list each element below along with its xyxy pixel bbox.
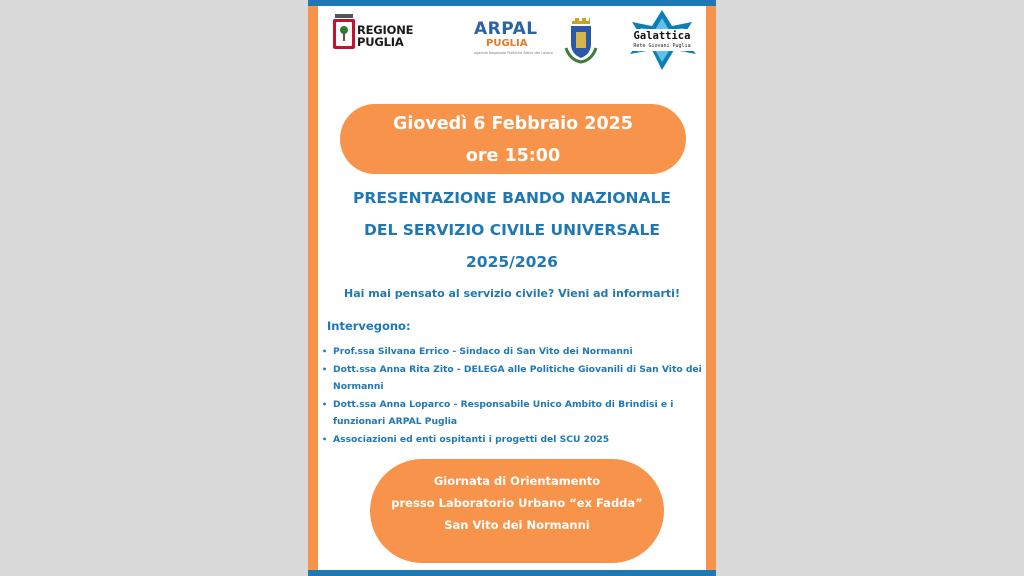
orientation-box (370, 459, 664, 563)
arpal-subtitle: PUGLIA (486, 38, 528, 49)
galattica-logo (626, 10, 698, 70)
speakers-heading: Intervegono: (327, 319, 411, 333)
event-date-box (340, 104, 686, 174)
galattica-subtitle: Rete Giovani Puglia (633, 43, 691, 49)
speaker-item: • Associazioni ed enti ospitanti i progetti del SCU 2025 (322, 431, 702, 449)
headline-line-2: DEL SERVIZIO CIVILE UNIVERSALE (364, 221, 660, 239)
bullet-icon: • (322, 347, 328, 356)
speaker-item: • Prof.ssa Silvana Errico - Sindaco di San Vito dei Normanni (322, 343, 702, 361)
regione-puglia-logo (332, 14, 414, 56)
event-time: ore 15:00 (465, 146, 561, 166)
event-date: Giovedì 6 Febbraio 2025 (393, 114, 633, 134)
regione-puglia-shield-icon (332, 14, 356, 52)
bullet-icon: • (322, 364, 328, 374)
regione-puglia-name: REGIONE PUGLIA (357, 23, 414, 49)
speakers-list (322, 343, 702, 448)
headline-line-1: PRESENTAZIONE BANDO NAZIONALE (353, 189, 671, 207)
orientation-line-3: San Vito dei Normanni (444, 518, 590, 532)
invitation-question: Hai mai pensato al servizio civile? Vieni ad informarti! (344, 287, 680, 300)
headline-line-3: 2025/2026 (466, 253, 558, 271)
galattica-title: Galattica (633, 30, 691, 42)
event-headline (318, 182, 706, 278)
bullet-icon: • (322, 399, 328, 409)
bullet-icon: • (322, 434, 328, 444)
arpal-title: ARPAL (474, 19, 538, 39)
speaker-item: • Dott.ssa Anna Rita Zito - DELEGA alle Politiche Giovanili di San Vito dei Normanni (322, 361, 702, 396)
speaker-item: • Dott.ssa Anna Loparco - Responsabile Unico Ambito di Brindisi e i funzionari ARPAL Puglia (322, 396, 702, 431)
orientation-line-1: Giornata di Orientamento (433, 474, 601, 488)
orientation-line-2: presso Laboratorio Urbano “ex Fadda” (391, 496, 643, 510)
comune-crest-icon (564, 18, 598, 68)
arpal-puglia-logo (474, 19, 553, 55)
arpal-tagline: Agenzia Regionale Politiche Attive del Lavoro (474, 51, 553, 55)
poster-bottom-bar (308, 570, 716, 576)
